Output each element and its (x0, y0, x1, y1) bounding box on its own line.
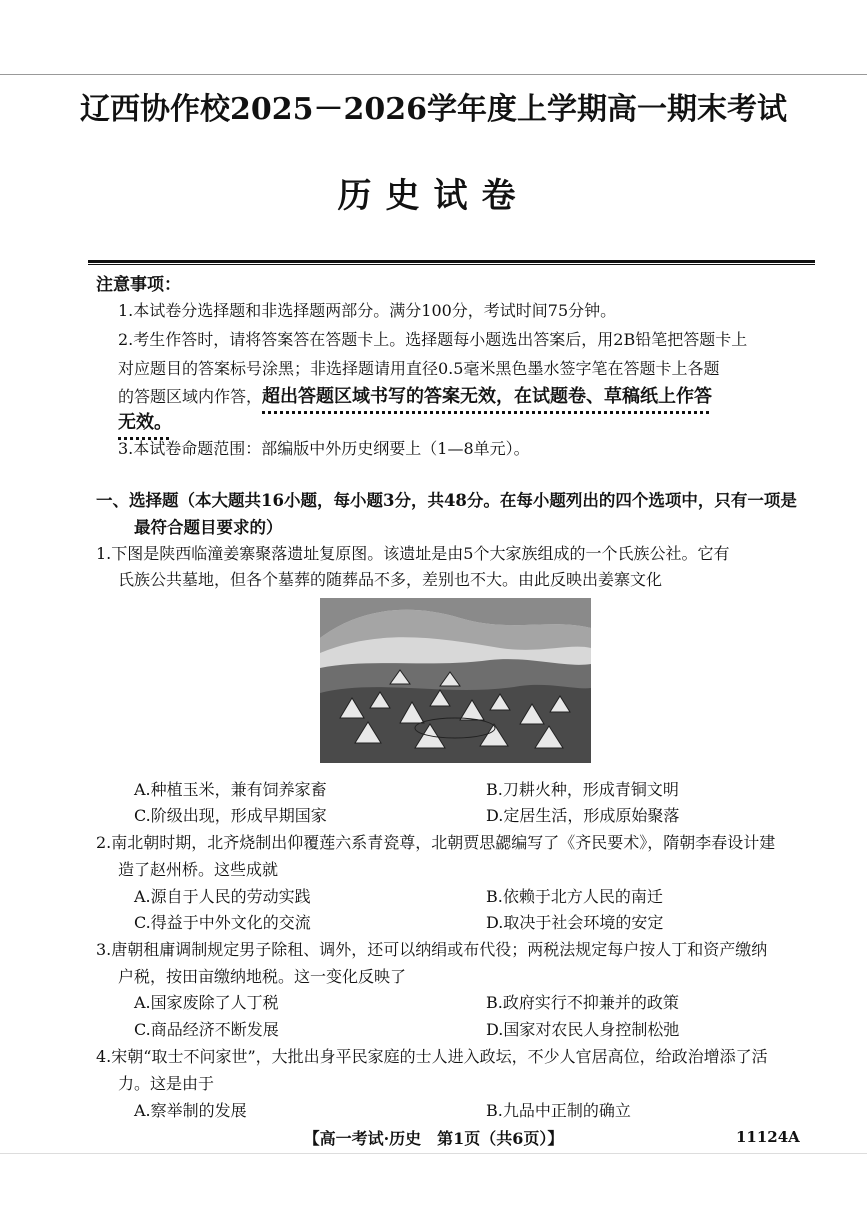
q2-option-c: C.得益于中外文化的交流 (134, 913, 311, 932)
notice-item-2: 2.考生作答时，请将答案答在答题卡上。选择题每小题选出答案后，用2B铅笔把答题卡上 (118, 330, 748, 349)
q1-stem-cont: 氏族公共墓地，但各个墓葬的随葬品不多，差别也不大。由此反映出姜寨文化 (118, 570, 663, 589)
q2-option-d: D.取决于社会环境的安定 (486, 913, 664, 932)
q4-option-a: A.察举制的发展 (134, 1101, 247, 1120)
q2-option-b: B.依赖于北方人民的南迁 (486, 887, 663, 906)
notice-heading: 注意事项： (96, 275, 181, 295)
q3-stem-cont: 户税，按田亩缴纳地税。这一变化反映了 (118, 967, 407, 986)
page-footer: 【高一考试·历史 第1页（共6页）】 (303, 1129, 564, 1148)
q3-option-d: D.国家对农民人身控制松弛 (486, 1020, 680, 1039)
q1-option-c: C.阶级出现，形成早期国家 (134, 806, 327, 825)
notice-item-2-cont: 对应题目的答案标号涂黑；非选择题请用直径0.5毫米黑色墨水签字笔在答题卡上各题 (118, 359, 720, 378)
q1-stem: 1.下图是陕西临潼姜寨聚落遗址复原图。该遗址是由5个大家族组成的一个氏族公社。它有 (96, 544, 730, 563)
q3-option-c: C.商品经济不断发展 (134, 1020, 279, 1039)
exam-title: 辽西协作校2025－2026学年度上学期高一期末考试 (80, 92, 787, 127)
q1-option-b: B.刀耕火种，形成青铜文明 (486, 780, 679, 799)
q2-stem: 2.南北朝时期，北齐烧制出仰覆莲六系青瓷尊，北朝贾思勰编写了《齐民要术》，隋朝李春设计建 (96, 833, 776, 852)
notice-item-1: 1.本试卷分选择题和非选择题两部分。满分100分，考试时间75分钟。 (118, 301, 617, 320)
notice-emphasis-end: 无效。 (118, 412, 172, 433)
q1-option-a: A.种植玉米，兼有饲养家畜 (134, 780, 327, 799)
q4-stem: 4.宋朝“取士不问家世”，大批出身平民家庭的士人进入政坛，不少人官居高位，给政治增添了活 (96, 1047, 768, 1066)
q2-stem-cont: 造了赵州桥。这些成就 (118, 860, 279, 879)
top-rule (0, 74, 867, 75)
notice-emphasis: 超出答题区域书写的答案无效，在试题卷、草稿纸上作答 (262, 386, 713, 407)
jiangzhai-settlement-image (320, 598, 591, 763)
notice-item-2-text: 的答题区域内作答， (118, 387, 263, 406)
subject-title: 历史试卷 (337, 176, 530, 216)
q1-option-d: D.定居生活，形成原始聚落 (486, 806, 680, 825)
q3-option-b: B.政府实行不抑兼并的政策 (486, 993, 679, 1012)
q3-option-a: A.国家废除了人丁税 (134, 993, 279, 1012)
section-heading-cont: 最符合题目要求的） (134, 518, 283, 537)
q4-option-b: B.九品中正制的确立 (486, 1101, 631, 1120)
paper-code: 11124A (736, 1128, 800, 1146)
footer-rule (0, 1153, 867, 1154)
notice-item-3: 3.本试卷命题范围：部编版中外历史纲要上（1—8单元）。 (118, 439, 530, 458)
notice-item-2-cont2 (118, 382, 712, 408)
q4-stem-cont: 力。这是由于 (118, 1074, 215, 1093)
q3-stem: 3.唐朝租庸调制规定男子除租、调外，还可以纳绢或布代役；两税法规定每户按人丁和资产缴纳 (96, 940, 768, 959)
section-heading: 一、选择题（本大题共16小题，每小题3分，共48分。在每小题列出的四个选项中，只有一项是 (96, 491, 797, 510)
q2-option-a: A.源自于人民的劳动实践 (134, 887, 311, 906)
header-divider (88, 260, 815, 265)
